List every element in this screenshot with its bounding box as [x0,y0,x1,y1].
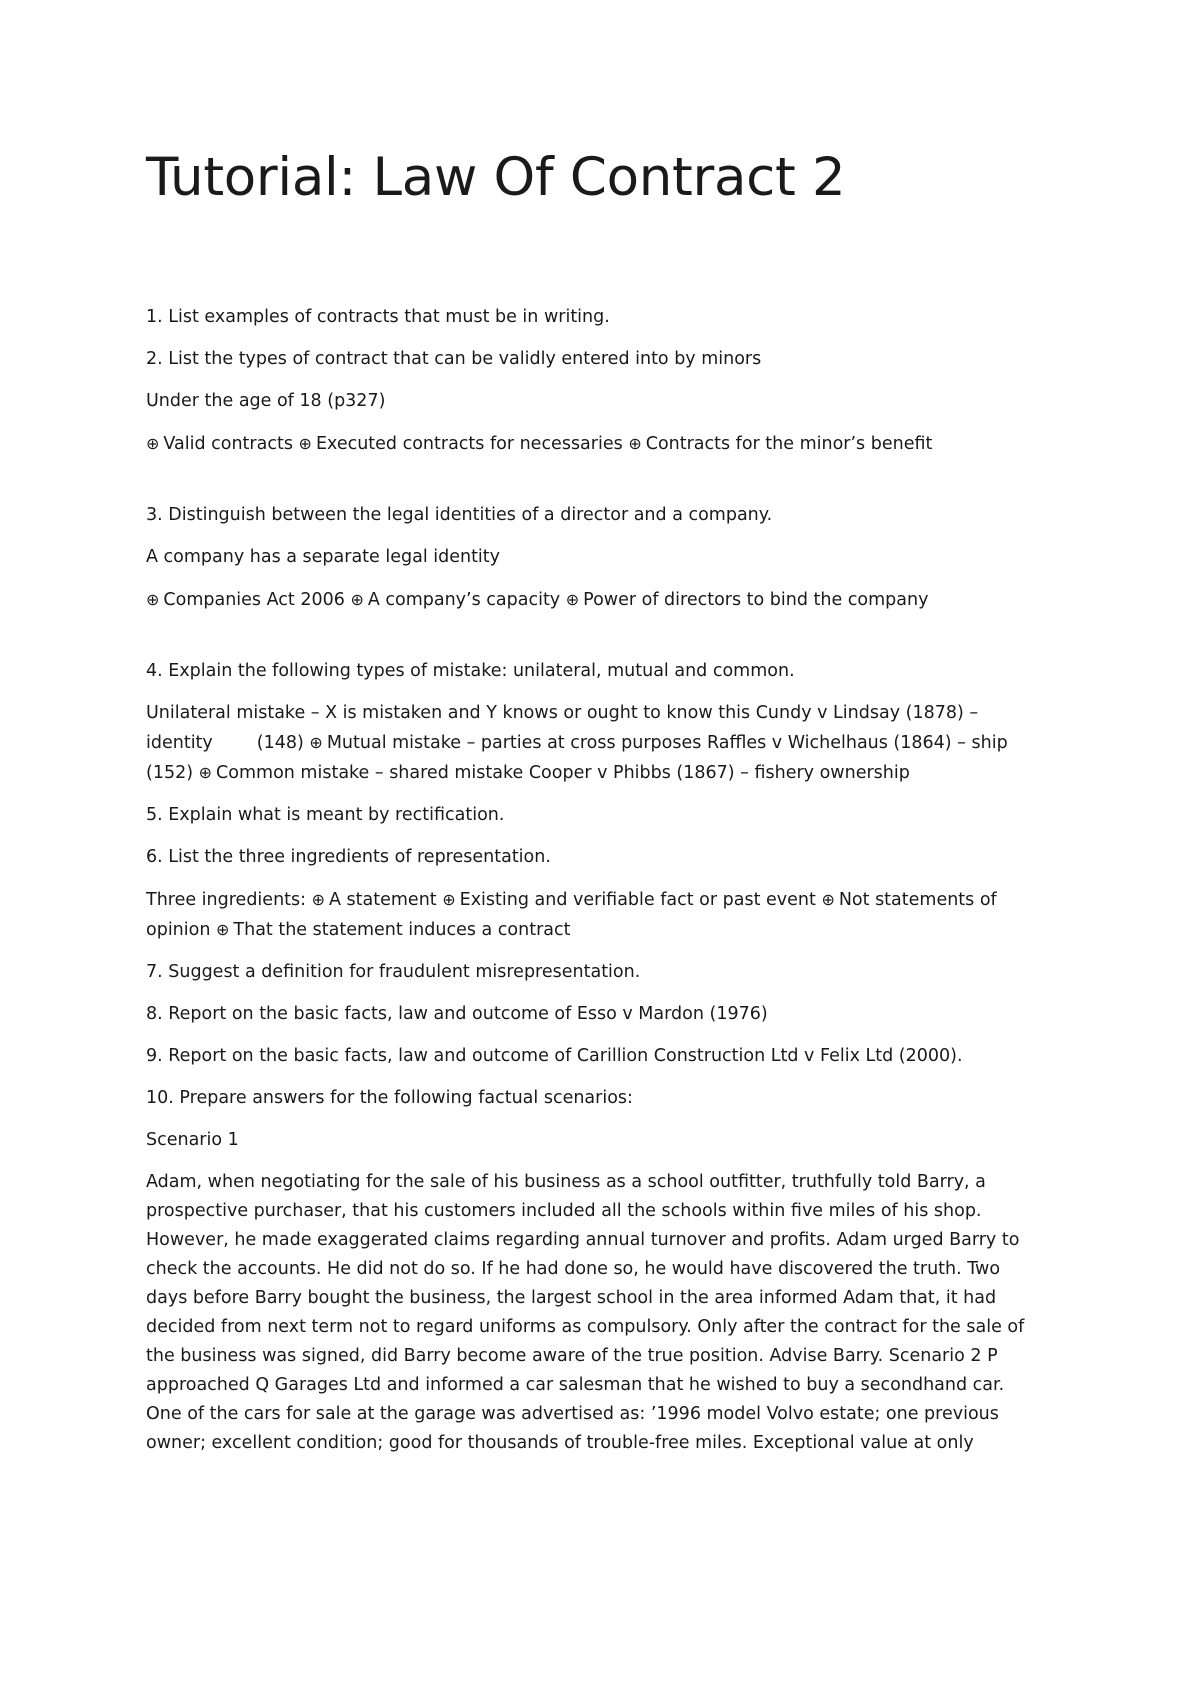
bullet-text: Valid contracts [163,434,293,454]
bullet-text: Power of directors to bind the company [583,590,929,610]
answer-text: Common mistake – shared mistake Cooper v Phibbs (1867) – fishery ownership [216,763,910,783]
bullet-text: Contracts for the minor’s benefit [645,434,933,454]
page-title: Tutorial: Law Of Contract 2 [146,147,846,208]
scenario-line: the business was signed, did Barry become aware of the true position. Advise Barry. Scenario 2 P [146,1346,998,1366]
answer-text: A statement [329,890,437,910]
bullet-text: Companies Act 2006 [163,590,345,610]
scenario-line: One of the cars for sale at the garage was advertised as: ’1996 model Volvo estate; one previous [146,1404,999,1424]
answer-text: Three ingredients: [146,890,307,910]
bullet-text: A company’s capacity [367,590,561,610]
answer-text: Mutual mistake – parties at cross purposes Raffles v Wichelhaus (1864) – ship [326,733,1008,753]
bullet-icon: ⊕ [146,590,160,609]
bullet-icon: ⊕ [350,590,364,609]
bullet-icon: ⊕ [821,890,835,909]
bullet-icon: ⊕ [198,763,213,782]
answer-line [146,915,1066,945]
bullet-icon: ⊕ [628,434,642,453]
bullet-icon: ⊕ [298,434,312,453]
question-4-answer [146,699,1066,788]
question-5: 5. Explain what is meant by rectification. [146,805,505,825]
question-9: 9. Report on the basic facts, law and outcome of Carillion Construction Ltd v Felix Ltd (2000). [146,1046,963,1066]
bullet-text: Executed contracts for necessaries [315,434,623,454]
document-body [146,303,1066,1458]
answer-line [146,728,1066,758]
scenario-line: decided from next term not to regard uniforms as compulsory. Only after the contract for the sale of [146,1317,1025,1337]
bullet-icon: ⊕ [442,890,456,909]
scenario-line: approached Q Garages Ltd and informed a car salesman that he wished to buy a secondhand car. [146,1375,1005,1395]
question-3-bullets [146,585,1066,615]
answer-text: Not statements of [838,890,997,910]
scenario-line: check the accounts. He did not do so. If he had done so, he would have discovered the truth. Two [146,1259,1001,1279]
answer-text: (152) [146,763,194,783]
question-3: 3. Distinguish between the legal identities of a director and a company. [146,505,773,525]
question-10: 10. Prepare answers for the following factual scenarios: [146,1088,633,1108]
question-2-note: Under the age of 18 (p327) [146,391,386,411]
bullet-icon: ⊕ [146,434,160,453]
scenario-line: Adam, when negotiating for the sale of his business as a school outfitter, truthfully told Barry, a [146,1172,986,1192]
answer-text: opinion [146,920,211,940]
bullet-icon: ⊕ [309,733,323,752]
scenario-line: days before Barry bought the business, the largest school in the area informed Adam that, it had [146,1288,997,1308]
answer-text: Existing and verifiable fact or past event [459,890,816,910]
scenario-line: owner; excellent condition; good for thousands of trouble-free miles. Exceptional value at only [146,1433,974,1453]
bullet-icon: ⊕ [565,590,580,609]
bullet-icon: ⊕ [311,890,326,909]
scenario-line: However, he made exaggerated claims regarding annual turnover and profits. Adam urged Barry to [146,1230,1020,1250]
answer-line [146,758,1066,788]
question-4: 4. Explain the following types of mistake: unilateral, mutual and common. [146,661,795,681]
answer-text: (148) [256,733,304,753]
question-7: 7. Suggest a definition for fraudulent misrepresentation. [146,962,641,982]
question-8: 8. Report on the basic facts, law and outcome of Esso v Mardon (1976) [146,1004,768,1024]
answer-line: Unilateral mistake – X is mistaken and Y knows or ought to know this Cundy v Lindsay (1878) – [146,703,979,723]
scenario-line: prospective purchaser, that his customers included all the schools within five miles of his shop. [146,1201,982,1221]
scenario-paragraph [146,1168,1066,1458]
question-6-answer [146,885,1066,945]
answer-text: That the statement induces a contract [233,920,571,940]
question-6: 6. List the three ingredients of representation. [146,847,551,867]
scenario-1-heading: Scenario 1 [146,1130,239,1150]
answer-line [146,885,1066,915]
question-2: 2. List the types of contract that can be validly entered into by minors [146,349,762,369]
question-3-note: A company has a separate legal identity [146,547,501,567]
question-1: 1. List examples of contracts that must be in writing. [146,307,610,327]
bullet-icon: ⊕ [216,920,230,939]
question-2-bullets [146,429,1066,459]
answer-text: identity [146,733,213,753]
